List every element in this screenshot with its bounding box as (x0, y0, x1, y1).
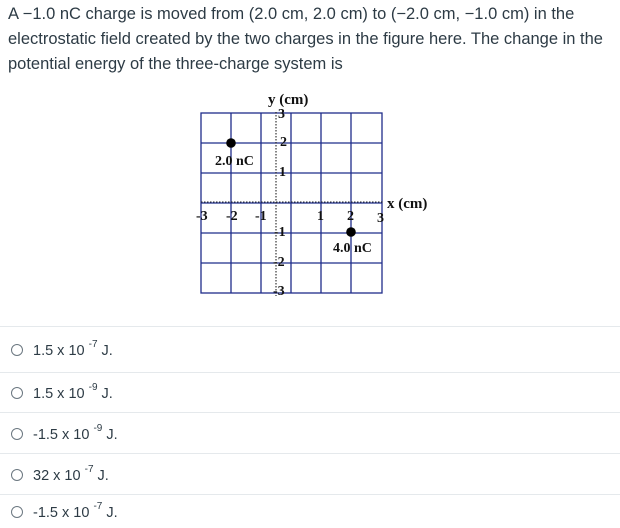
x-tick-label: 3 (377, 211, 384, 226)
y-tick-label: 2 (280, 135, 287, 150)
answer-label: 1.5 x 10 $^{-9}$ J. (33, 382, 113, 402)
radio-button[interactable] (11, 469, 23, 481)
y-tick-label: -2 (273, 255, 285, 270)
charge-dot (346, 227, 356, 237)
x-tick-label: -3 (196, 209, 208, 224)
charge-label: 2.0 nC (215, 154, 254, 169)
x-tick-label: -2 (226, 209, 238, 224)
answer-label: -1.5 x 10 $^{-7}$ J. (33, 500, 118, 521)
radio-button[interactable] (11, 506, 23, 518)
x-tick-label: -1 (255, 209, 267, 224)
answer-label: 1.5 x 10 $^{-7}$ J. (33, 339, 113, 359)
answer-option[interactable] (0, 326, 620, 373)
x-axis-label: x (cm) (387, 196, 428, 212)
x-tick-label: 1 (317, 209, 324, 224)
y-axis-label: y (cm) (268, 92, 309, 108)
answer-label: 32 x 10 $^{-7}$ J. (33, 463, 109, 484)
question-text: A −1.0 nC charge is moved from (2.0 cm, 2.0 cm) to (−2.0 cm, −1.0 cm) in the electrostatic field created by the two charges in the figure here. The change in the potential energy of the three-charge system is (8, 5, 603, 73)
radio-button[interactable] (11, 344, 23, 356)
x-tick-label: 2 (347, 209, 354, 224)
answer-label: -1.5 x 10 $^{-9}$ J. (33, 422, 118, 443)
charge-dot (226, 138, 236, 148)
y-tick-label: 3 (278, 107, 285, 122)
charge-label: 4.0 nC (333, 241, 372, 256)
answer-option[interactable] (0, 494, 620, 528)
y-tick-label: 1 (279, 165, 286, 180)
y-tick-label: -3 (273, 284, 285, 299)
y-tick-label: -1 (274, 225, 286, 240)
answer-option[interactable] (0, 372, 620, 413)
x-tick-labels (196, 209, 384, 226)
answer-option[interactable] (0, 412, 620, 454)
radio-button[interactable] (11, 428, 23, 440)
radio-button[interactable] (11, 387, 23, 399)
answer-option[interactable] (0, 453, 620, 495)
